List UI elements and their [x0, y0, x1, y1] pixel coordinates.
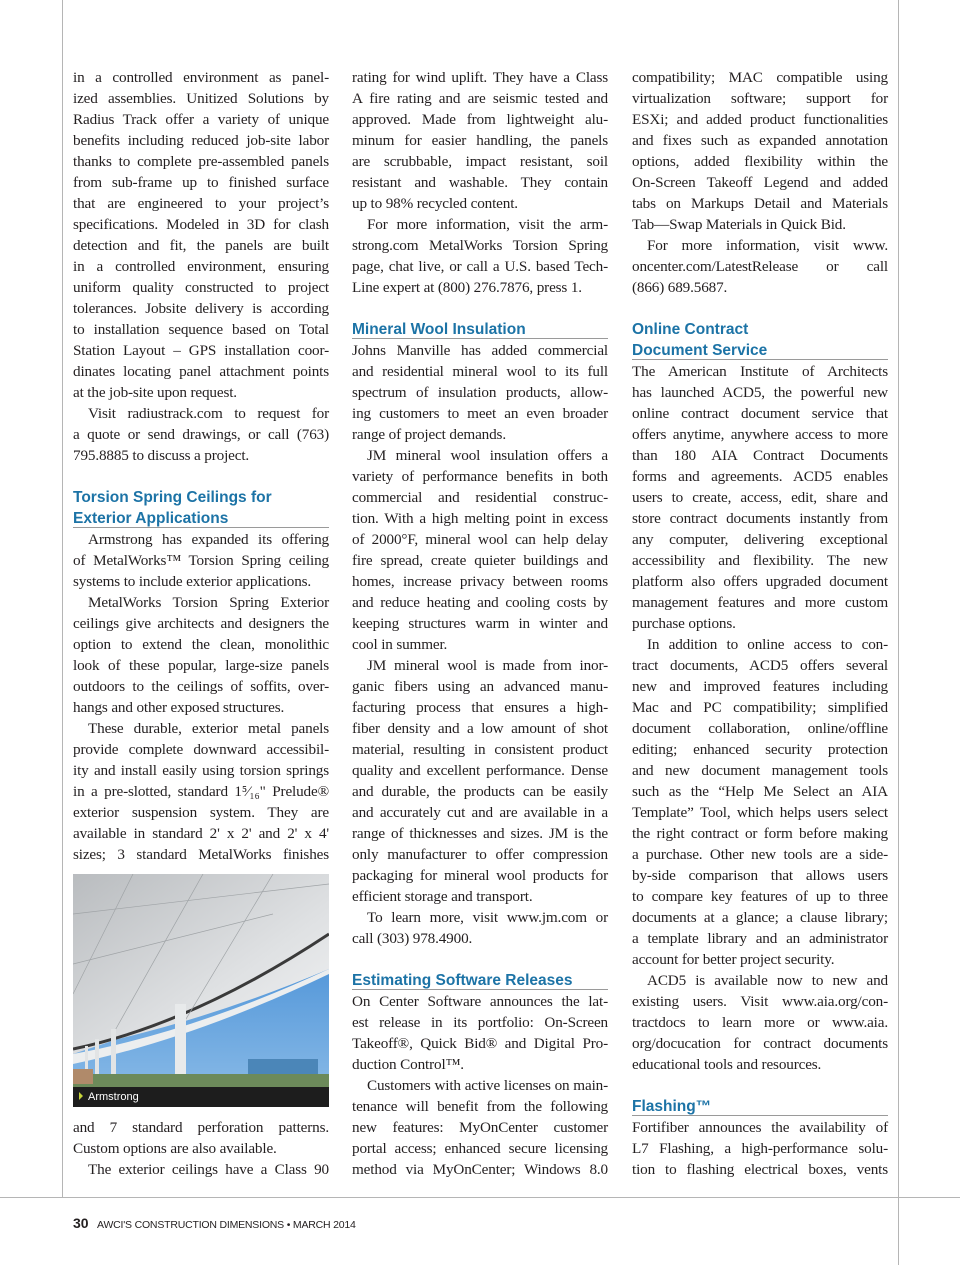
- text-line: exterior suspension system. They are: [73, 804, 329, 821]
- text-line: efficient storage and transport.: [352, 888, 533, 905]
- text-line: material, resulting in consistent product: [352, 741, 608, 758]
- column-3: [632, 67, 888, 1180]
- text-line: ACD5 is available now to new and: [647, 972, 888, 989]
- text-line: range of project demands.: [352, 426, 506, 443]
- section-heading: [352, 319, 608, 340]
- paragraph: [73, 592, 329, 718]
- text-line: (866) 689.5687.: [632, 279, 728, 296]
- page-border-right: [898, 0, 899, 1265]
- text-line: detection and fit, the panels are built: [73, 237, 329, 254]
- text-line: hangs and other exposed structures.: [73, 699, 285, 716]
- text-line: To learn more, visit www.jm.com or: [367, 909, 608, 926]
- text-line: are scrubbable, impact resistant, soil: [352, 153, 608, 170]
- caption-marker-icon: [79, 1092, 83, 1100]
- column-2: [352, 67, 608, 1180]
- paragraph: [352, 1075, 608, 1180]
- text-line: any computer, delivering exceptional: [632, 531, 888, 548]
- text-line: Custom options are also available.: [73, 1140, 277, 1157]
- text-line: provide complete downward accessibil-: [73, 741, 329, 758]
- text-line: outdoors to the ceilings of soffits, over-: [73, 678, 329, 695]
- text-line: duction Control™.: [352, 1056, 464, 1073]
- text-line: in a pre-slotted, standard 1⁵⁄₁₆" Prelude®: [73, 783, 329, 800]
- text-line: A fire rating and are seismic tested and: [352, 90, 608, 107]
- paragraph: [73, 529, 329, 592]
- text-line: On-Screen Takeoff Legend and added: [632, 174, 888, 191]
- text-line: sizes; 3 standard MetalWorks finishes: [73, 846, 329, 863]
- text-line: packaging for mineral wool products for: [352, 867, 608, 884]
- text-line: For more information, visit the arm-: [367, 216, 608, 233]
- text-line: commercial and residential construc-: [352, 489, 608, 506]
- text-line: Template” Tool, which helps users select: [632, 804, 888, 821]
- text-line: ity and install easily using torsion springs: [73, 762, 329, 779]
- text-line: Radius Track offer a variety of unique: [73, 111, 329, 128]
- text-line: cool in summer.: [352, 636, 448, 653]
- text-line: ceilings give architects and designers the: [73, 615, 329, 632]
- text-line: new and improved features including: [632, 678, 888, 695]
- text-line: forms and agreements. ACD5 enables: [632, 468, 888, 485]
- text-line: minum for easier handling, the panels: [352, 132, 608, 149]
- text-line: Customers with active licenses on main-: [367, 1077, 608, 1094]
- text-line: in a controlled environment as panel-: [73, 69, 329, 86]
- paragraph: [632, 67, 888, 235]
- text-line: Visit radiustrack.com to request for: [88, 405, 329, 422]
- text-line: options, added flexibility within the: [632, 153, 888, 170]
- section-heading: [73, 487, 329, 529]
- text-line: Armstrong has expanded its offering: [88, 531, 329, 548]
- text-line: tract documents, ACD5 offers several: [632, 657, 888, 674]
- text-line: platform also offers upgraded document: [632, 573, 888, 590]
- paragraph: [632, 361, 888, 634]
- text-line: For more information, visit www.: [647, 237, 888, 254]
- exterior-ceiling-image: [73, 874, 329, 1107]
- heading-line: Estimating Software Releases: [352, 972, 573, 989]
- text-line: and accurately cut and are available in a: [352, 804, 608, 821]
- paragraph: [632, 235, 888, 298]
- text-line: Mac and PC compatibility; simplified: [632, 699, 888, 716]
- text-line: store contract documents instantly from: [632, 510, 888, 527]
- text-line: and residential mineral wool to its full: [352, 363, 608, 380]
- text-line: of 2000°F, mineral wool can help delay: [352, 531, 608, 548]
- text-line: management features and more custom: [632, 594, 888, 611]
- text-line: keeping structures warm in winter and: [352, 615, 608, 632]
- text-line: up to 98% recycled content.: [352, 195, 518, 212]
- text-line: and 7 standard perforation patterns.: [73, 1119, 329, 1136]
- text-line: tolerances. Jobsite delivery is according: [73, 300, 329, 317]
- text-line: est release in its portfolio: On-Screen: [352, 1014, 608, 1031]
- text-line: tabs on Markups Detail and Materials: [632, 195, 888, 212]
- text-line: quality and excellent performance. Dense: [352, 762, 608, 779]
- page-border-bottom: [0, 1197, 960, 1198]
- paragraph: [73, 67, 329, 403]
- text-line: Line expert at (800) 276.7876, press 1.: [352, 279, 582, 296]
- text-line: ESXi; and added product functionalities: [632, 111, 888, 128]
- text-line: available in standard 2' x 2' and 2' x 4': [73, 825, 329, 842]
- text-line: strong.com MetalWorks Torsion Spring: [352, 237, 608, 254]
- paragraph: [352, 655, 608, 907]
- heading-line: Mineral Wool Insulation: [352, 321, 526, 338]
- heading-line: Torsion Spring Ceilings for: [73, 489, 272, 506]
- paragraph: [632, 634, 888, 970]
- text-line: org/docucation for contract documents: [632, 1035, 888, 1052]
- text-line: a template library and an administrator: [632, 930, 888, 947]
- spacer: [73, 466, 329, 487]
- text-line: thanks to complete pre-assembled panels: [73, 153, 329, 170]
- text-line: portal access; enhanced secure licensing: [352, 1140, 608, 1157]
- text-line: 795.8885 to discuss a project.: [73, 447, 250, 464]
- text-line: specifications. Modeled in 3D for clash: [73, 216, 329, 233]
- text-line: at the job-site upon request.: [73, 384, 237, 401]
- text-line: accessibility and flexibility. The new: [632, 552, 888, 569]
- text-line: and new document management tools: [632, 762, 888, 779]
- paragraph: [352, 907, 608, 949]
- text-line: These durable, exterior metal panels: [88, 720, 329, 737]
- text-line: than 180 AIA Contract Documents: [632, 447, 888, 464]
- section-heading: [632, 1096, 888, 1117]
- paragraph: [73, 1159, 329, 1180]
- text-line: ganic fibers using an advanced manu-: [352, 678, 608, 695]
- text-line: Johns Manville has added commercial: [352, 342, 608, 359]
- heading-line: Exterior Applications: [73, 510, 229, 527]
- spacer: [632, 298, 888, 319]
- text-line: has launched ACD5, the powerful new: [632, 384, 888, 401]
- text-line: Tab—Swap Materials in Quick Bid.: [632, 216, 846, 233]
- text-line: editing; enhanced security protection: [632, 741, 888, 758]
- text-line: tion to flashing electrical boxes, vents: [632, 1161, 888, 1178]
- text-line: to compare key features of up to three: [632, 888, 888, 905]
- text-line: and reduce heating and cooling costs by: [352, 594, 608, 611]
- text-line: call (303) 978.4900.: [352, 930, 473, 947]
- text-line: ized assemblies. Unitized Solutions by: [73, 90, 329, 107]
- section-heading: [352, 970, 608, 991]
- paragraph: [73, 403, 329, 466]
- text-line: Fortifiber announces the availability of: [632, 1119, 888, 1136]
- text-line: purchase options.: [632, 615, 736, 632]
- text-line: fire spread, create quieter buildings and: [352, 552, 608, 569]
- paragraph: [352, 214, 608, 298]
- text-line: a purchase. Other new tools are a side-: [632, 846, 888, 863]
- text-line: account for better project security.: [632, 951, 835, 968]
- paragraph: [73, 718, 329, 865]
- text-line: range of thicknesses and sizes. JM is the: [352, 825, 608, 842]
- text-line: and fixes such as expanded annotation: [632, 132, 888, 149]
- text-line: online contract document service that: [632, 405, 888, 422]
- text-line: new features: MyOnCenter customer: [352, 1119, 608, 1136]
- text-line: educational tools and resources.: [632, 1056, 822, 1073]
- text-line: by-side comparison that allows users: [632, 867, 888, 884]
- text-line: method via MyOnCenter; Windows 8.0: [352, 1161, 608, 1178]
- text-line: tion. With a high melting point in excess: [352, 510, 608, 527]
- text-line: that are engineered to your project’s: [73, 195, 329, 212]
- text-line: only manufacturer to offer compression: [352, 846, 608, 863]
- ceiling-photo: [73, 874, 329, 1107]
- paragraph: [352, 340, 608, 445]
- text-line: Takeoff®, Quick Bid® and Digital Pro-: [352, 1035, 608, 1052]
- heading-line: Online Contract: [632, 321, 749, 338]
- text-line: in a controlled environment, ensuring: [73, 258, 329, 275]
- text-line: look of these popular, large-size panels: [73, 657, 329, 674]
- section-heading: [632, 319, 888, 361]
- text-line: On Center Software announces the lat-: [352, 993, 608, 1010]
- text-line: documents at a glance; a clause library;: [632, 909, 888, 926]
- text-line: virtualization software; support for: [632, 90, 888, 107]
- text-line: The exterior ceilings have a Class 90: [88, 1161, 329, 1178]
- heading-line: Flashing™: [632, 1098, 712, 1115]
- text-line: approved. Made from lightweight alu-: [352, 111, 608, 128]
- text-line: the right contract or form before making: [632, 825, 888, 842]
- text-line: MetalWorks Torsion Spring Exterior: [88, 594, 329, 611]
- text-line: a quote or send drawings, or call (763): [73, 426, 329, 443]
- text-line: JM mineral wool insulation offers a: [367, 447, 608, 464]
- text-line: systems to include exterior applications.: [73, 573, 312, 590]
- text-line: such as the “Help Me Select an AIA: [632, 783, 888, 800]
- text-line: uniform quality constructed to project: [73, 279, 329, 296]
- photo-caption: [73, 1087, 329, 1107]
- page-border-left: [62, 0, 63, 1197]
- text-line: from sub-frame up to finished surface: [73, 174, 329, 191]
- text-line: tenance will benefit from the following: [352, 1098, 608, 1115]
- text-line: offers anytime, anywhere access to more: [632, 426, 888, 443]
- text-line: variety of performance benefits in both: [352, 468, 608, 485]
- text-line: JM mineral wool is made from inor-: [367, 657, 608, 674]
- spacer: [632, 1075, 888, 1096]
- paragraph: [632, 1117, 888, 1180]
- paragraph: [73, 1117, 329, 1159]
- page-footer: [73, 1215, 356, 1233]
- column-1: [73, 67, 329, 1180]
- paragraph: [352, 445, 608, 655]
- caption-text: Armstrong: [88, 1091, 139, 1103]
- text-line: option to extend the clean, monolithic: [73, 636, 329, 653]
- text-line: The American Institute of Architects: [632, 363, 888, 380]
- text-line: rating for wind uplift. They have a Class: [352, 69, 608, 86]
- text-line: spectrum of insulation products, allow-: [352, 384, 608, 401]
- text-line: In addition to online access to con-: [647, 636, 888, 653]
- heading-line: Document Service: [632, 342, 768, 359]
- text-line: resistant and washable. They contain: [352, 174, 608, 191]
- text-line: L7 Flashing, a high-performance solu-: [632, 1140, 888, 1157]
- text-line: page, chat live, or call a U.S. based Tech-: [352, 258, 608, 275]
- text-line: oncenter.com/LatestRelease or call: [632, 258, 888, 275]
- text-line: compatibility; MAC compatible using: [632, 69, 888, 86]
- text-line: tractdocs to learn more or www.aia.: [632, 1014, 888, 1031]
- paragraph: [352, 991, 608, 1075]
- spacer: [352, 298, 608, 319]
- publication-info: AWCI'S CONSTRUCTION DIMENSIONS • MARCH 2014: [97, 1219, 356, 1231]
- text-line: and durable, the products can be easily: [352, 783, 608, 800]
- text-line: benefits including reduced job-site labor: [73, 132, 329, 149]
- text-line: homes, increase privacy between rooms: [352, 573, 608, 590]
- text-line: of MetalWorks™ Torsion Spring ceiling: [73, 552, 329, 569]
- spacer: [352, 949, 608, 970]
- paragraph: [632, 970, 888, 1075]
- text-line: facturing process that ensures a high-: [352, 699, 608, 716]
- text-line: users to create, access, edit, share and: [632, 489, 888, 506]
- text-line: to installation sequence based on Total: [73, 321, 329, 338]
- text-line: Station Layout – GPS installation coor-: [73, 342, 329, 359]
- text-line: ing customers to meet an even broader: [352, 405, 608, 422]
- text-line: existing users. Visit www.aia.org/con-: [632, 993, 888, 1010]
- text-line: fiber density and a low amount of shot: [352, 720, 608, 737]
- text-line: dinates locating panel attachment points: [73, 363, 329, 380]
- page-number: 30: [73, 1215, 89, 1231]
- text-line: document collaboration, online/offline: [632, 720, 888, 737]
- paragraph: [352, 67, 608, 214]
